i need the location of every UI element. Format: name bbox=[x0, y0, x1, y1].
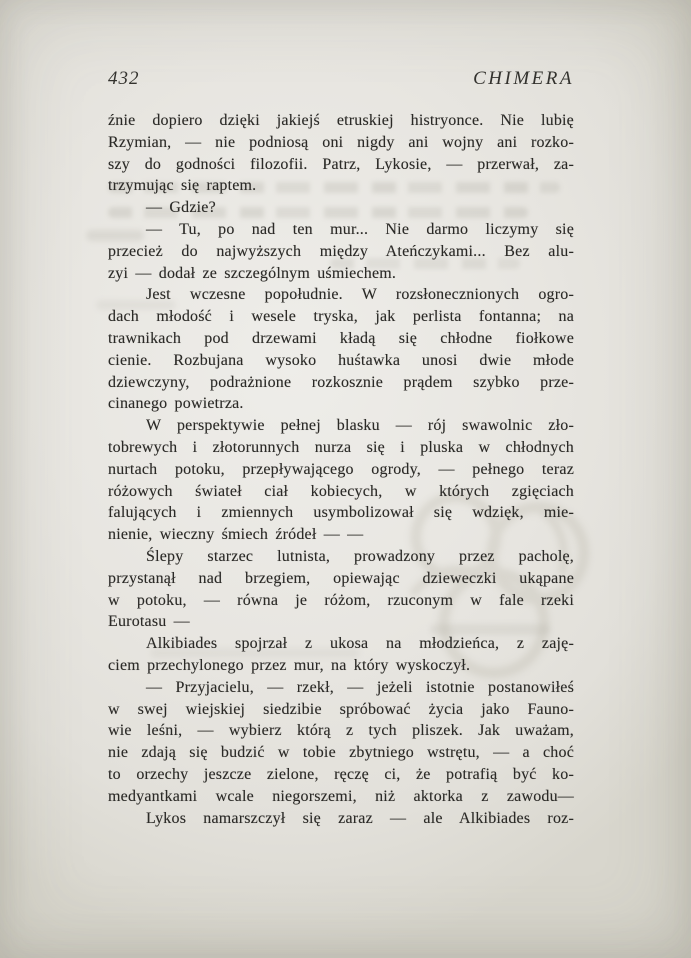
text-line: szy do godności filozofii. Patrz, Lykosie, — przerwał, za- bbox=[108, 155, 574, 173]
text-line: przystanął nad brzegiem, opiewając dzieweczki ukąpane bbox=[108, 569, 574, 587]
text-line: tobrewych i złotorunnych nurza się i pluska w chłodnych bbox=[108, 438, 574, 456]
text-line: ciem przechylonego przez mur, na który wyskoczył. bbox=[108, 656, 471, 674]
text-line: trawnikach pod drzewami kładą się chłodne fiołkowe bbox=[108, 329, 574, 347]
text-line: Eurotasu — bbox=[108, 613, 190, 631]
text-line: Lykos namarszczył się zaraz — ale Alkibiades roz- bbox=[146, 809, 574, 827]
text-block bbox=[108, 110, 574, 829]
text-line: w swej wiejskiej siedzibie spróbować życia jako Fauno- bbox=[108, 700, 574, 718]
text-line: cienie. Rozbujana wysoko huśtawka unosi dwie młode bbox=[108, 351, 574, 369]
text-line: w potoku, — równa je różom, rzuconym w fale rzeki bbox=[108, 591, 574, 609]
journal-title: CHIMERA bbox=[473, 68, 574, 89]
text-line: dach młodość i wesele tryska, jak perlista fontanna; na bbox=[108, 308, 574, 326]
text-line: cinanego powietrza. bbox=[108, 395, 244, 413]
text-line: Ślepy starzec lutnista, prowadzony przez pacholę, bbox=[146, 547, 574, 565]
text-line: nie zdają się budzić w tobie zbytniego wstrętu, — a choć bbox=[108, 744, 574, 762]
text-line: nienie, wieczny śmiech źródeł — — bbox=[108, 526, 364, 544]
text-line: różowych świateł ciał kobiecych, w których zgięciach bbox=[108, 482, 574, 500]
text-line: W perspektywie pełnej blasku — rój swawolnic zło- bbox=[146, 417, 574, 435]
text-line: zyi — dodał ze szczególnym uśmiechem. bbox=[108, 264, 397, 282]
text-line: wie leśni, — wybierz którą z tych pliszek. Jak uważam, bbox=[108, 722, 574, 740]
text-line: Rzymian, — nie podniosą oni nigdy ani wojny ani rozko- bbox=[108, 133, 574, 151]
text-line: dziewczyny, podrażnione rozkosznie prądem szybko prze- bbox=[108, 373, 574, 391]
text-line: przecież do najwyższych między Ateńczykami... Bez alu- bbox=[108, 242, 574, 260]
text-line: — Przyjacielu, — rzekł, — jeżeli istotnie postanowiłeś bbox=[146, 678, 574, 696]
text-line: — Gdzie? bbox=[146, 199, 216, 217]
text-line: — Tu, po nad ten mur... Nie darmo liczymy się bbox=[146, 220, 574, 238]
text-line: Alkibiades spojrzał z ukosa na młodzieńca, z zaję- bbox=[146, 635, 574, 653]
text-line: źnie dopiero dzięki jakiejś etruskiej histryonce. Nie lubię bbox=[108, 112, 574, 129]
page-number: 432 bbox=[108, 68, 140, 89]
text-line: falujących i zmiennych usymbolizował się wdzięk, mie- bbox=[108, 504, 574, 522]
text-line: medyantkami wcale niegorszemi, niż aktorka z zawodu— bbox=[108, 787, 574, 805]
text-line: Jest wczesne popołudnie. W rozsłonecznionych ogro- bbox=[146, 286, 574, 304]
text-line: to orzechy jeszcze zielone, ręczę ci, że potrafią być ko- bbox=[108, 765, 574, 783]
text-line: trzymując się raptem. bbox=[108, 177, 257, 195]
running-head bbox=[108, 68, 574, 90]
text-line: nurtach potoku, przepływającego ogrody, — pełnego teraz bbox=[108, 460, 574, 478]
